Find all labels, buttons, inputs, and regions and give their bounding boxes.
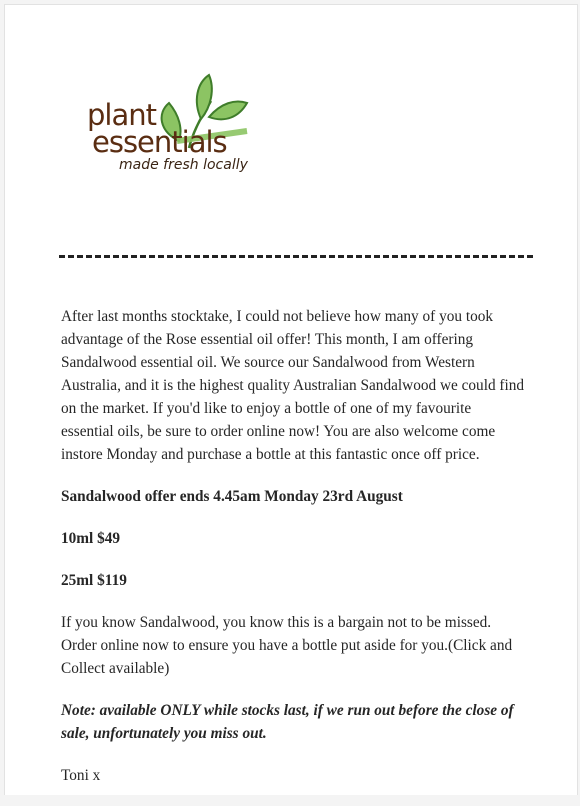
logo-tagline: made fresh locally bbox=[119, 157, 248, 173]
email-card bbox=[4, 4, 578, 795]
stock-note: Note: available ONLY while stocks last, if we run out before the close of sale, unfortunately you miss out. bbox=[61, 702, 514, 742]
price-25ml: 25ml $119 bbox=[61, 572, 127, 589]
signoff: Toni x bbox=[61, 767, 101, 784]
intro-paragraph: After last months stocktake, I could not believe how many of you took advantage of the Rose essential oil offer! This month, I am offering Sandalwood essential oil. We source our Sandalwood from Western Australia, and it is the highest quality Australian Sandalwood we could find on the market. If you'd like to enjoy a bottle of one of my favourite essential oils, be sure to order online now! You are also welcome come instore Monday and purchase a bottle at this fantastic once off price. bbox=[61, 308, 525, 463]
dashed-divider bbox=[59, 255, 533, 258]
logo-line-plant: plant bbox=[87, 98, 156, 132]
email-body bbox=[61, 305, 525, 806]
brand-logo[interactable] bbox=[87, 73, 257, 183]
price-10ml: 10ml $49 bbox=[61, 530, 121, 547]
bargain-paragraph: If you know Sandalwood, you know this is a bargain not to be missed. Order online now to ensure you have a bottle put aside for you.(Click and Collect available) bbox=[61, 614, 513, 677]
logo-line-essentials: essentials bbox=[92, 125, 227, 159]
offer-deadline: Sandalwood offer ends 4.45am Monday 23rd August bbox=[61, 488, 403, 505]
